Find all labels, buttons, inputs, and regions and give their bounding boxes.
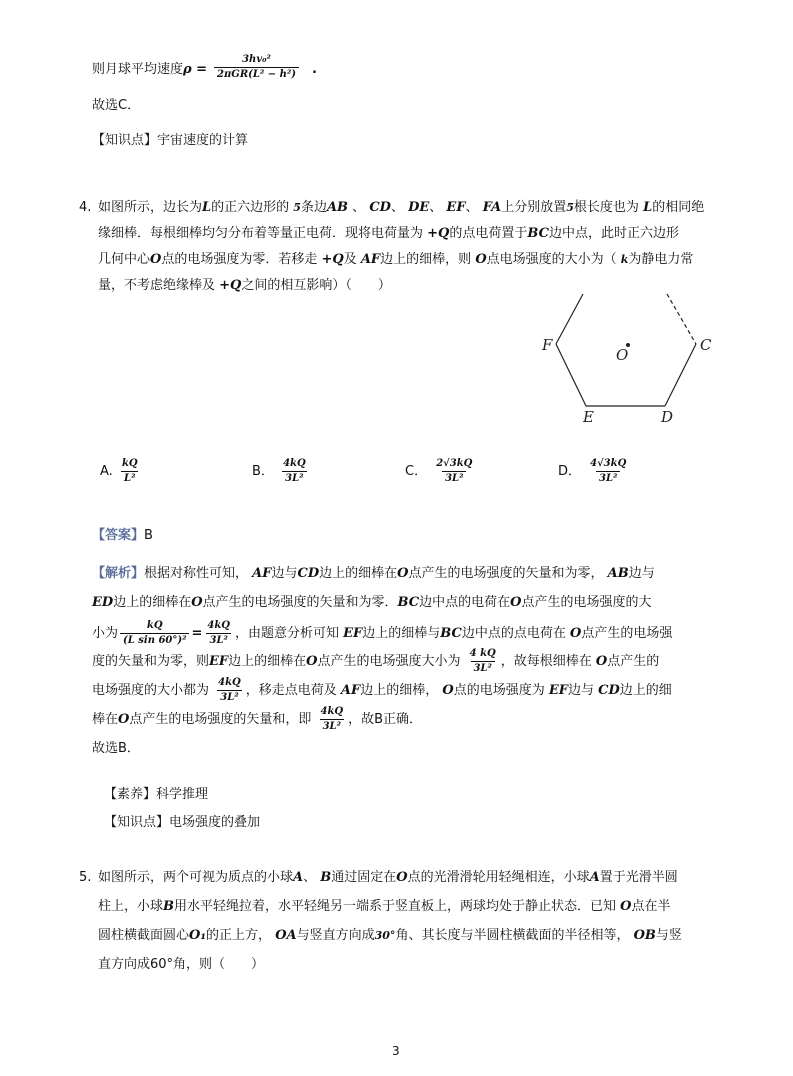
analysis-line5: 电场强度的大小都为 $\frac{4kQ}{\text{3L²}}$ ，移走点电荷及 AF边上的细棒， O点的电场强度为 EF边与 CD边上的细 (92, 677, 672, 703)
analysis-tag: 【解析】 (92, 566, 145, 581)
hexagon-figure (530, 288, 720, 428)
speed-numerator: 3hv₀² (242, 54, 271, 65)
option-c[interactable]: C． $\frac{2√3kQ}{\text{3L²}}$ (405, 458, 473, 484)
edge-cd (665, 344, 696, 406)
label-c: C (700, 336, 712, 354)
q4-line1: 如图所示，边长为L的正六边形的 5条边AB 、 CD、 DE、 EF、 FA上分别放置5根长度也为 L的相同绝 (98, 200, 705, 215)
edge-ef (556, 344, 586, 406)
answer-value: B (144, 528, 153, 543)
choose-b: 故选B． (92, 741, 140, 756)
q5-number: 5. (79, 870, 92, 885)
label-o: O (616, 346, 629, 364)
analysis-line2: ED边上的细棒在O点产生的电场强度的矢量和为零．BC边中点的电荷在O点产生的电场强度的大 (92, 595, 652, 610)
edge-fa (556, 294, 583, 344)
q5-line3: 圆柱横截面圆心O₁的正上方， OA与竖直方向成30°角、其长度与半圆柱横截面的半径相等， OB与竖 (98, 928, 682, 943)
option-d[interactable]: D． $\frac{4√3kQ}{\text{3L²}}$ (558, 458, 627, 484)
speed-fraction (212, 54, 301, 81)
q4-number: 4. (79, 200, 92, 215)
speed-denominator: 2πGR(L² − h²) (214, 67, 299, 81)
q5-line1: 如图所示，两个可视为质点的小球A、 B通过固定在O点的光滑滑轮用轻绳相连，小球A置于光滑半圆 (98, 870, 678, 885)
analysis-line4: 度的矢量和为零，则EF边上的细棒在O点产生的电场强度大小为 $\frac{4 kQ}{\text{3L²}}$ ，故每根细棒在 O点产生的 (92, 648, 660, 674)
q5-line2: 柱上，小球B用水平轻绳拉着，水平轻绳另一端系于竖直板上，两球均处于静止状态．已知 O点在半 (98, 899, 671, 914)
q4-line2: 缘细棒．每根细棒均匀分布着等量正电荷．现将电荷量为 +Q的点电荷置于BC边中点，此时正六边形 (98, 226, 679, 241)
speed-prefix: 则月球平均速度 (92, 62, 184, 77)
answer-tag: 【答案】 (92, 528, 145, 543)
literacy-line: 【素养】科学推理 (104, 787, 209, 802)
edge-bc-dashed (667, 294, 696, 344)
speed-formula-line (92, 62, 207, 78)
speed-period: . (312, 62, 317, 77)
q4-line4: 量，不考虑绝缘棒及 +Q之间的相互影响）（ ） (98, 278, 391, 293)
knowledge-point-top: 【知识点】宇宙速度的计算 (92, 133, 249, 148)
knowledge-point-q4: 【知识点】电场强度的叠加 (104, 815, 261, 830)
analysis-line6: 棒在O点产生的电场强度的矢量和，即 $\frac{4kQ}{\text{3L²}}$ ，故B正确． (92, 706, 423, 732)
label-e: E (583, 408, 594, 426)
q4-line3: 几何中心O点的电场强度为零．若移走 +Q及 AF边上的细棒，则 O点电场强度的大小为（ k为静电力常 (98, 252, 694, 267)
page-number: 3 (392, 1044, 400, 1058)
label-f: F (542, 336, 553, 354)
analysis-line3: 小为 $\frac{kQ}{\text{(L sin 60°)²}}$ = $\frac{4kQ}{\text{3L²}}$ ，由题意分析可知 EF边上的细棒与BC边中点的点电荷在 O点产生的电场强 (92, 620, 673, 646)
option-b[interactable]: B． $\frac{4kQ}{\text{3L²}}$ (252, 458, 306, 484)
label-d: D (661, 408, 674, 426)
analysis-line1: 【解析】根据对称性可知， AF边与CD边上的细棒在O点产生的电场强度的矢量和为零， AB边与 (92, 566, 655, 581)
q5-line4: 直方向成60°角，则（ ） (98, 957, 265, 972)
answer-line (92, 528, 153, 544)
choose-c: 故选C． (92, 98, 141, 113)
option-a[interactable]: A. $\frac{kQ}{\text{L²}}$ (100, 458, 138, 484)
rho-symbol: ρ = (183, 62, 208, 77)
